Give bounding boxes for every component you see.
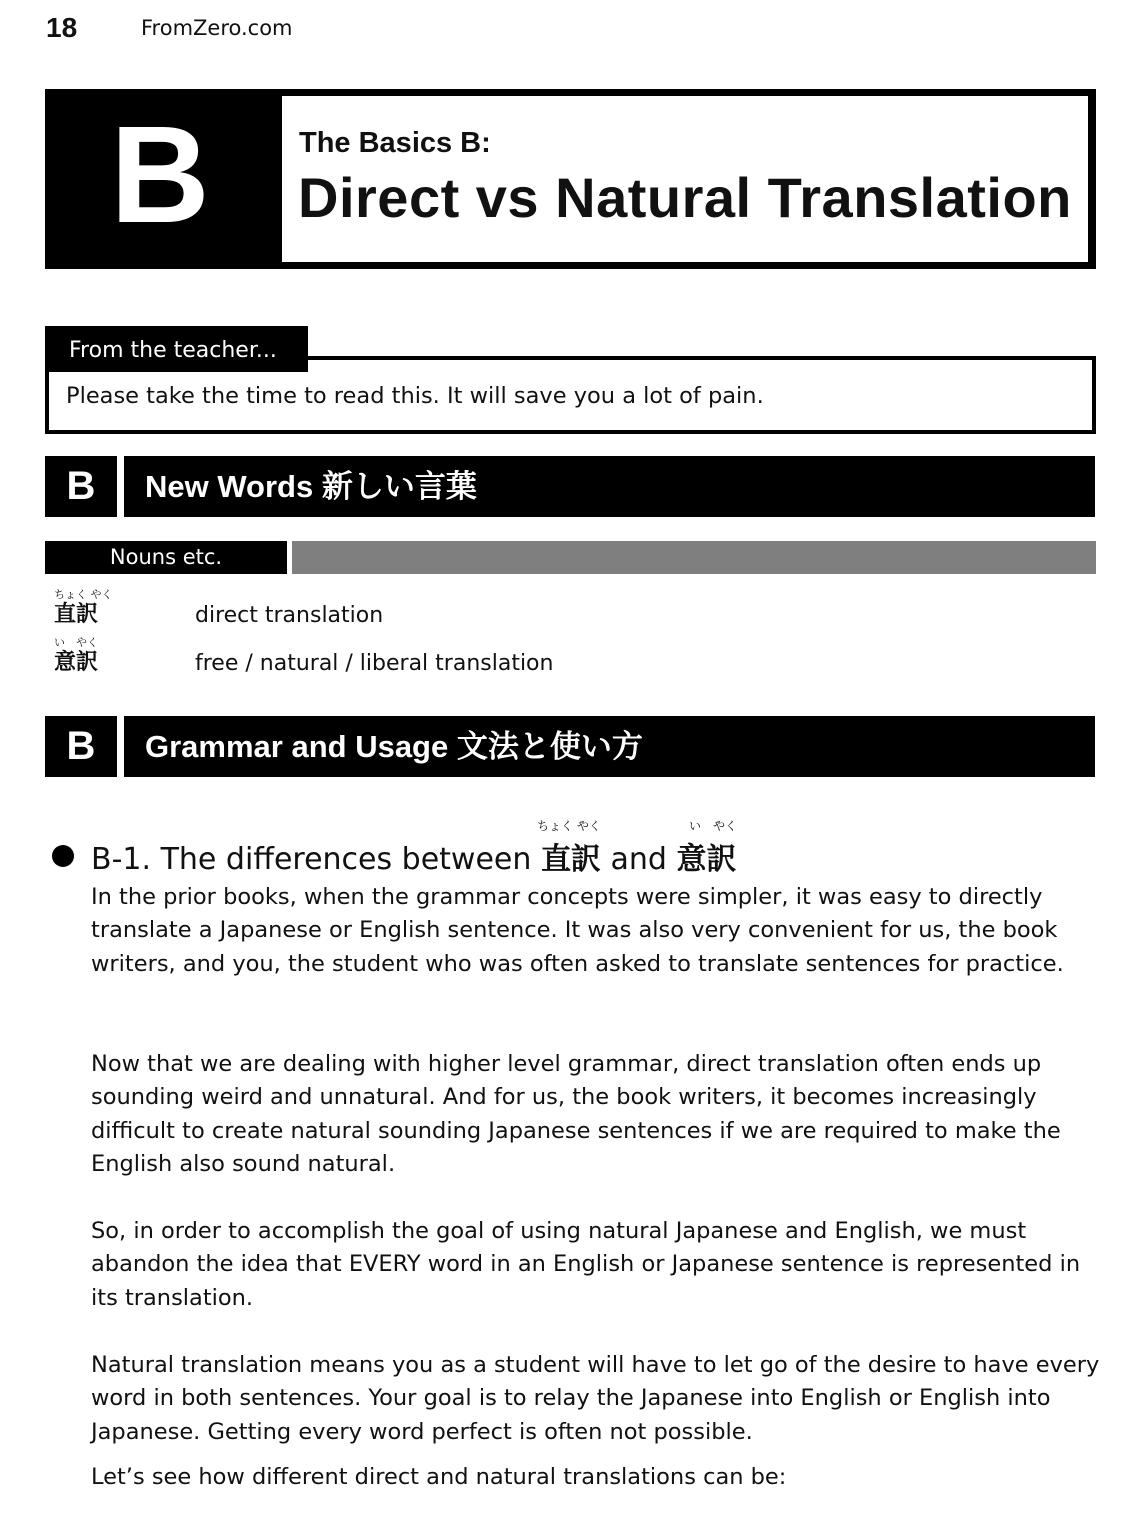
teacher-note-label: From the teacher... (45, 326, 308, 372)
point-title-prefix: B-1. The differences between (91, 842, 541, 877)
vocab-term (54, 589, 114, 628)
body-paragraph: In the prior books, when the grammar concepts were simpler, it was easy to directly translate a Japanese or English sentence. It was also very convenient for us, the book writers, and you, the student who was often asked to translate sentences for practice. (91, 884, 1064, 977)
grammar-section-letter: B (45, 716, 117, 777)
point-term-1: 直訳 (540, 842, 601, 877)
nouns-divider-bar (292, 541, 1096, 574)
grammar-point-title (91, 834, 736, 878)
chapter-letter: B (110, 98, 210, 252)
vocab-meaning: direct translation (195, 603, 384, 628)
nouns-label: Nouns etc. (45, 541, 287, 574)
body-paragraph: Let’s see how different direct and natural translations can be: (91, 1464, 787, 1490)
body-paragraph: Natural translation means you as a student will have to let go of the desire to have every word in both sentences. Your goal is to relay the Japanese into English or English into Japanese. Getting every word perfect is often not possible. (91, 1352, 1100, 1445)
vocab-term (54, 637, 114, 676)
body-paragraph: Now that we are dealing with higher level grammar, direct translation often ends up sounding weird and unnatural. And for us, the book writers, it becomes increasingly difficult to create natural sounding Japanese sentences if we are required to make the English also sound natural. (91, 1051, 1061, 1178)
bullet-icon (52, 845, 74, 867)
point-term-2: 意訳 (676, 842, 737, 877)
grammar-section-title: Grammar and Usage 文法と使い方 (124, 716, 1095, 777)
vocab-kanji: 直訳 (54, 602, 99, 627)
site-name: FromZero.com (141, 16, 293, 40)
body-paragraph: So, in order to accomplish the goal of using natural Japanese and English, we must abandon the idea that EVERY word in an English or Japanese sentence is represented in its translation. (91, 1218, 1081, 1311)
vocab-furigana: ちょく やく (54, 588, 113, 601)
chapter-subtitle: The Basics B: (299, 127, 491, 159)
vocab-meaning: free / natural / liberal translation (195, 651, 554, 676)
vocab-furigana: い やく (54, 636, 98, 649)
chapter-title: Direct vs Natural Translation (298, 166, 1072, 229)
page-number: 18 (46, 12, 78, 43)
vocab-kanji: 意訳 (54, 650, 99, 675)
point-furigana-1: ちょく やく (537, 819, 601, 833)
new-words-section-letter: B (45, 456, 117, 517)
teacher-note-text: Please take the time to read this. It will save you a lot of pain. (66, 383, 764, 409)
new-words-section-title: New Words 新しい言葉 (124, 456, 1095, 517)
point-title-connector: and (600, 842, 677, 877)
point-furigana-2: い やく (689, 819, 738, 833)
